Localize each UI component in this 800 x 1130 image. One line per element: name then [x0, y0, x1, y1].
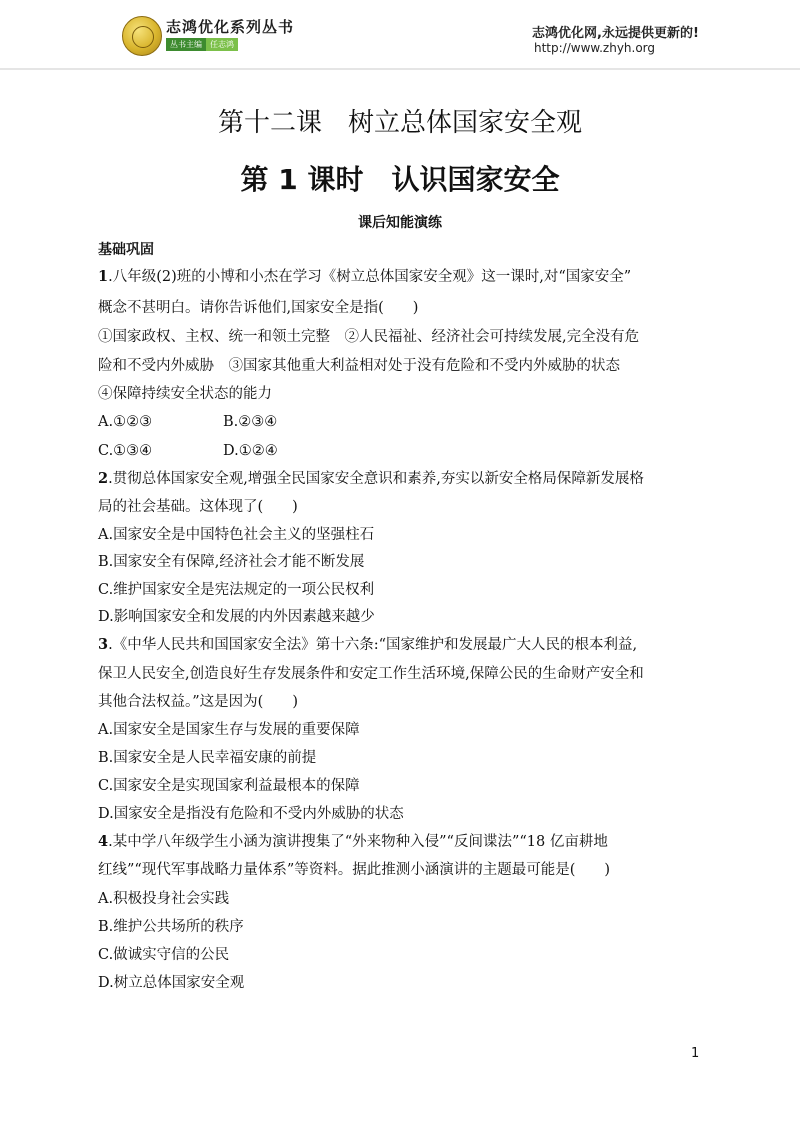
option-c: C.①③④ — [98, 443, 153, 459]
lesson-title: 第十二课 树立总体国家安全观 — [217, 108, 582, 138]
option-b: B.②③④ — [223, 414, 278, 430]
period-title: 第 1 课时 认识国家安全 — [240, 163, 560, 196]
header-divider — [0, 68, 800, 70]
option-d: D.影响国家安全和发展的内外因素越来越少 — [98, 609, 375, 625]
site-url[interactable]: http://www.zhyh.org — [534, 41, 656, 55]
question-2-line-2: 局的社会基础。这体现了( ) — [98, 499, 298, 515]
page-number: 1 — [691, 1046, 700, 1061]
option-b: B.维护公共场所的秩序 — [98, 919, 244, 935]
option-a: A.①②③ — [98, 414, 153, 430]
publisher-logo-icon — [122, 16, 162, 56]
option-a: A.国家安全是中国特色社会主义的坚强柱石 — [98, 527, 375, 543]
question-2-line-1 — [98, 469, 644, 489]
option-a: A.积极投身社会实践 — [98, 891, 230, 907]
question-1-line-1 — [98, 267, 631, 287]
question-4-line-1 — [98, 832, 608, 852]
site-slogan: 志鸿优化网,永远提供更新的! — [532, 26, 699, 41]
editor-name: 任志鸿 — [206, 38, 238, 51]
question-number: 1 — [98, 268, 109, 285]
question-1-line-2: 概念不甚明白。请你告诉他们,国家安全是指( ) — [98, 300, 419, 316]
question-text: .贯彻总体国家安全观,增强全民国家安全意识和素养,夯实以新安全格局保障新发展格 — [108, 471, 644, 487]
question-text: .八年级(2)班的小博和小杰在学习《树立总体国家安全观》这一课时,对“国家安全” — [108, 269, 632, 285]
option-d: D.树立总体国家安全观 — [98, 975, 245, 991]
option-d: D.①②④ — [223, 443, 278, 459]
question-4-line-2: 红线”“现代军事战略力量体系”等资料。据此推测小涵演讲的主题最可能是( ) — [98, 862, 611, 878]
option-c: C.做诚实守信的公民 — [98, 947, 230, 963]
question-text: .某中学八年级学生小涵为演讲搜集了“外来物种入侵”“反间谍法”“18 亿亩耕地 — [108, 834, 608, 850]
option-c: C.国家安全是实现国家利益最根本的保障 — [98, 778, 360, 794]
section-title: 课后知能演练 — [358, 215, 442, 231]
question-1-line-3: ①国家政权、主权、统一和领土完整 ②人民福祉、经济社会可持续发展,完全没有危 — [98, 329, 640, 345]
sub-section-title: 基础巩固 — [98, 242, 154, 258]
option-b: B.国家安全有保障,经济社会才能不断发展 — [98, 554, 365, 570]
question-3-line-3: 其他合法权益。”这是因为( ) — [98, 694, 298, 710]
editor-label: 丛书主编 — [166, 38, 206, 51]
question-text: .《中华人民共和国国家安全法》第十六条:“国家维护和发展最广大人民的根本利益, — [108, 637, 638, 653]
series-title: 志鸿优化系列丛书 — [166, 18, 295, 36]
question-number: 4 — [98, 833, 109, 850]
question-3-line-2: 保卫人民安全,创造良好生存发展条件和安定工作生活环境,保障公民的生命财产安全和 — [98, 666, 644, 682]
question-number: 3 — [98, 636, 109, 653]
question-1-line-5: ④保障持续安全状态的能力 — [98, 386, 272, 402]
question-3-line-1 — [98, 635, 637, 655]
option-d: D.国家安全是指没有危险和不受内外威胁的状态 — [98, 806, 404, 822]
question-number: 2 — [98, 470, 109, 487]
option-b: B.国家安全是人民幸福安康的前提 — [98, 750, 317, 766]
option-a: A.国家安全是国家生存与发展的重要保障 — [98, 722, 360, 738]
page-header — [0, 0, 800, 70]
editor-credit — [166, 38, 238, 51]
question-1-line-4: 险和不受内外威胁 ③国家其他重大利益相对处于没有危险和不受内外威胁的状态 — [98, 358, 620, 374]
option-c: C.维护国家安全是宪法规定的一项公民权利 — [98, 582, 375, 598]
